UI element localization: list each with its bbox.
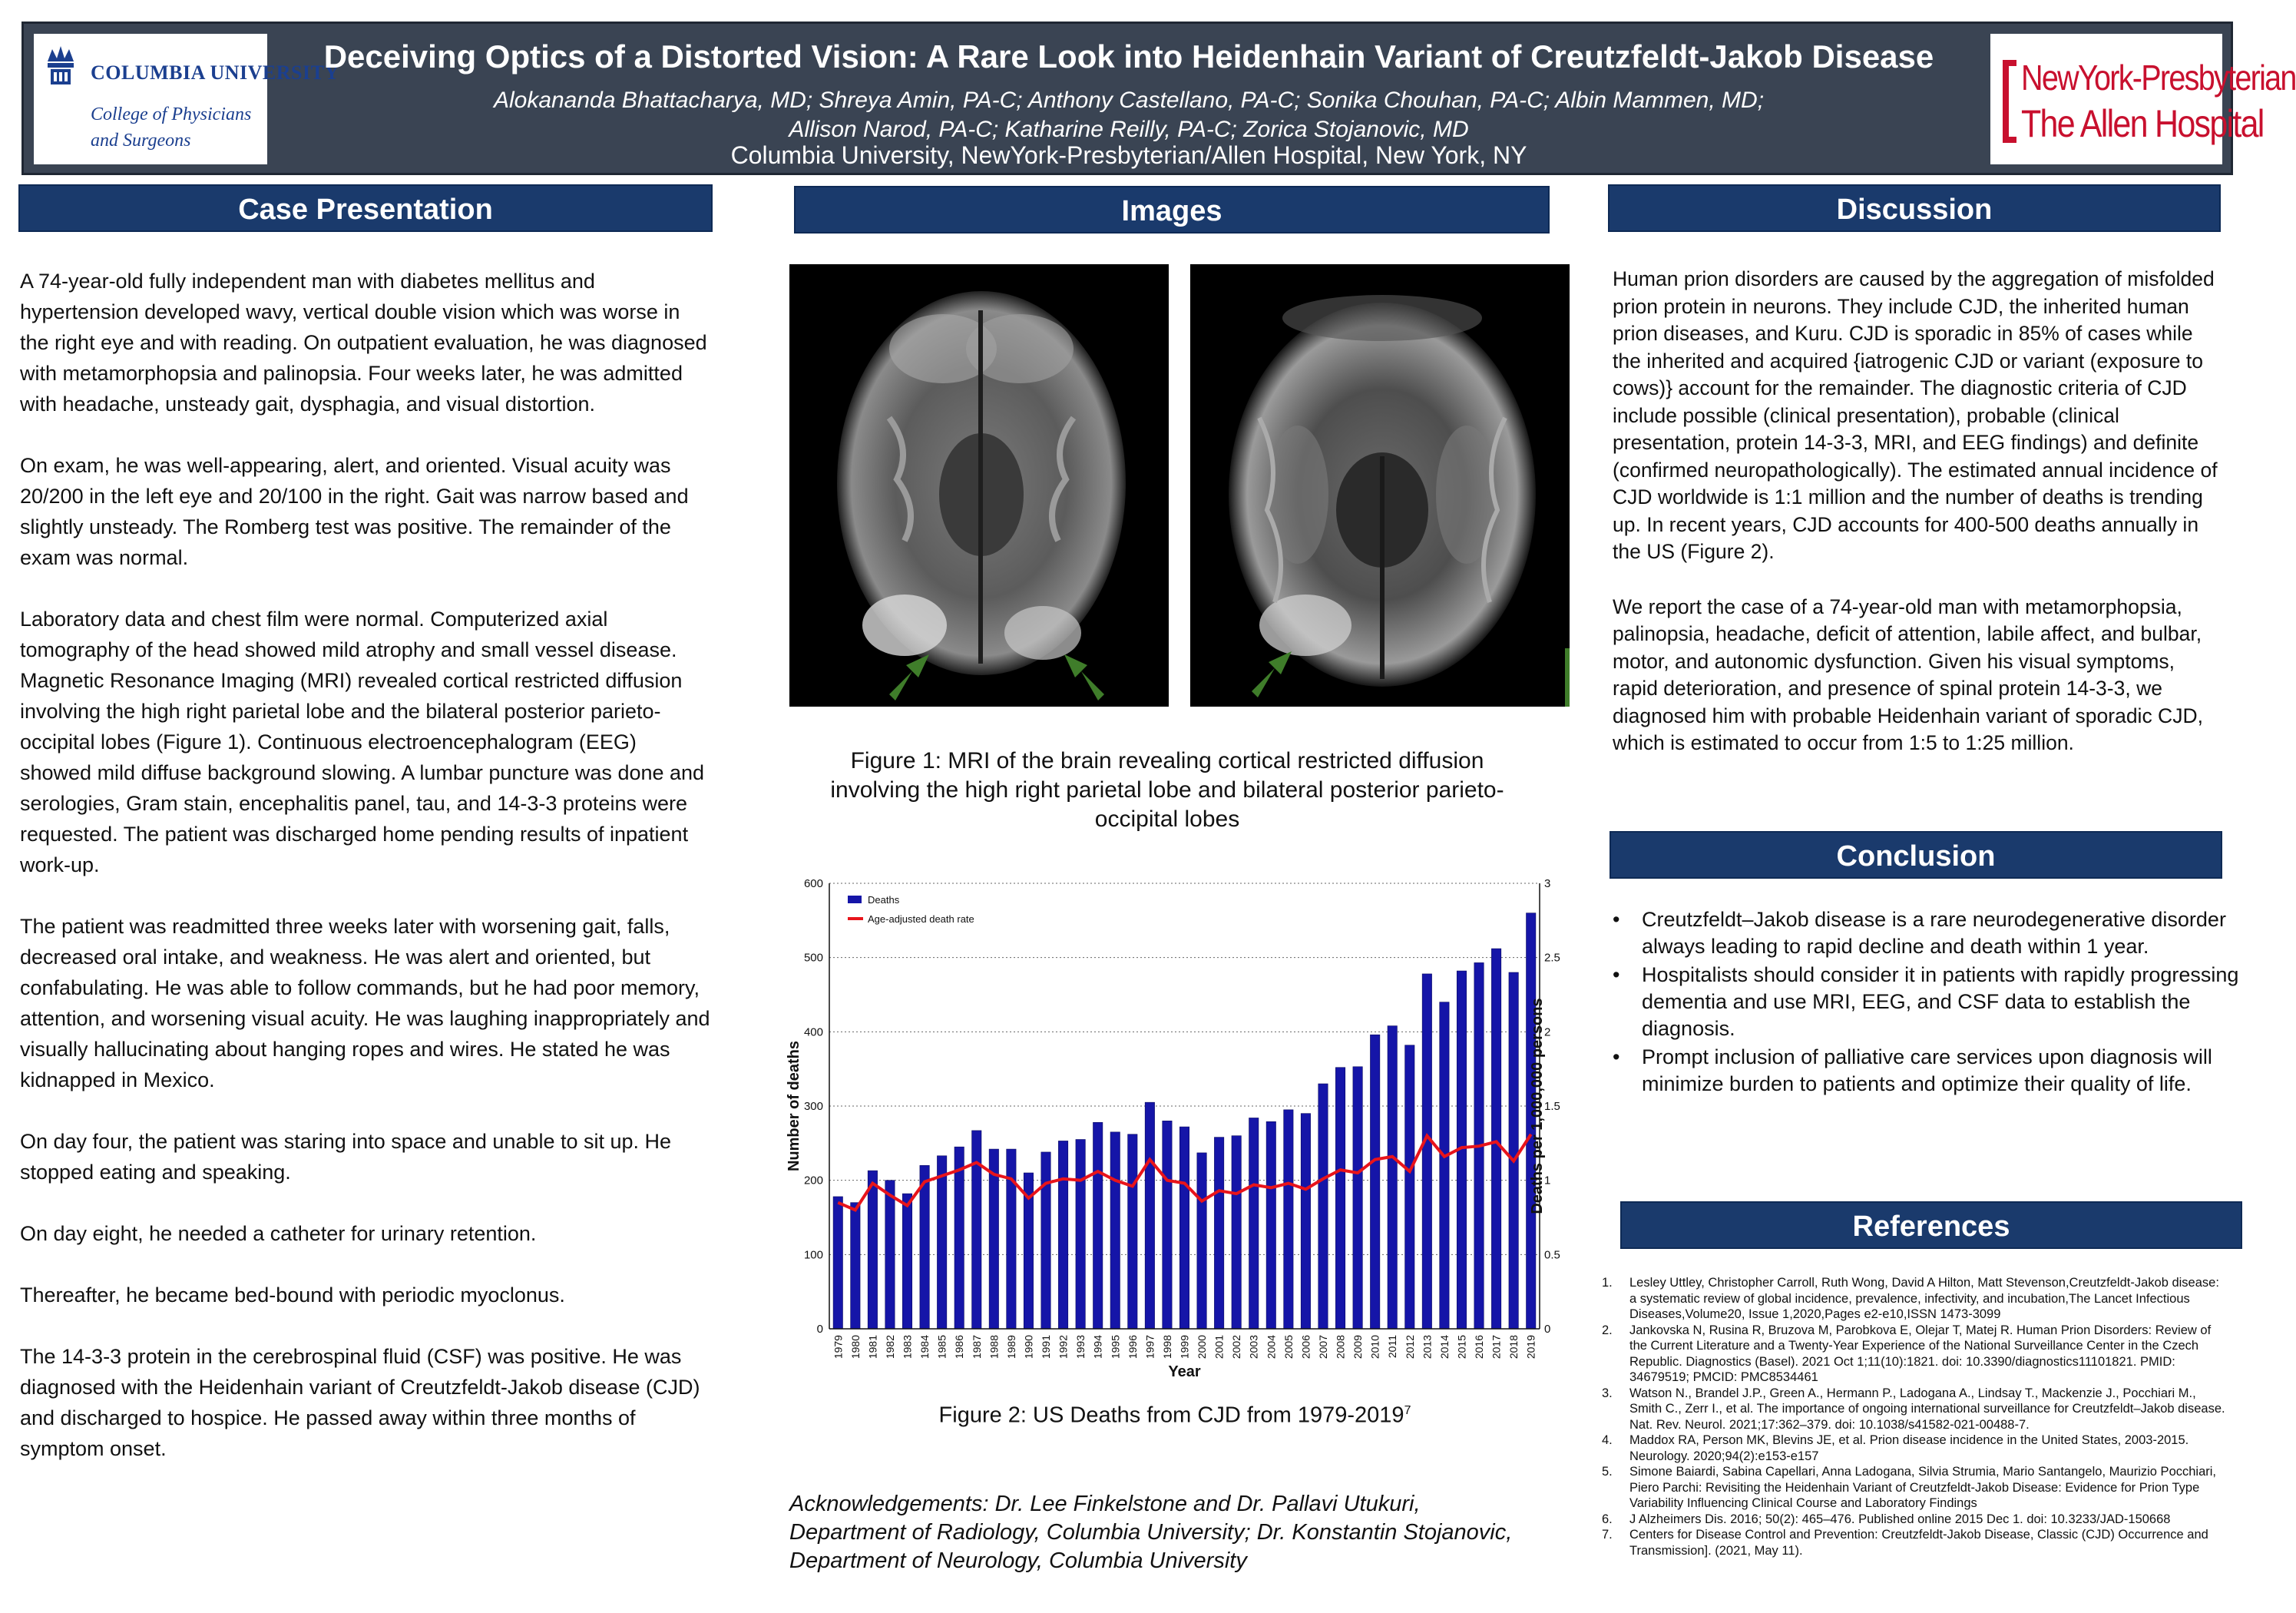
bar-2014	[1440, 1002, 1449, 1329]
bar-2009	[1353, 1067, 1362, 1329]
x-tick-label: 1988	[988, 1335, 1001, 1360]
x-tick-label: 1991	[1040, 1335, 1053, 1360]
acknowledgements: Acknowledgements: Dr. Lee Finkelstone and Dr. Pallavi Utukuri, Department of Radiology, Columbia University; Dr. Konstantin Stojanovic, Department of Neurology, Columbia University	[789, 1492, 1513, 1573]
conclusion-item: • Creutzfeldt–Jakob disease is a rare neurodegenerative disorder always leading to rapid decline and death within 1 year.	[1608, 906, 2239, 960]
bar-2018	[1509, 972, 1518, 1329]
legend-label-rate: Age-adjusted death rate	[868, 913, 974, 925]
x-tick-label: 2013	[1421, 1335, 1434, 1360]
figure1-caption: Figure 1: MRI of the brain revealing cortical restricted diffusion involving the high right parietal lobe and bilateral posterior parieto-occipital lobes	[830, 748, 1504, 832]
case-heading: Case Presentation	[18, 184, 713, 232]
bar-2006	[1301, 1114, 1310, 1329]
y-tick-label: 600	[803, 877, 823, 890]
x-tick-label: 1979	[832, 1335, 845, 1360]
bar-2017	[1491, 949, 1500, 1329]
bar-1993	[1076, 1140, 1085, 1330]
reference-number: 6.	[1602, 1512, 1613, 1526]
x-tick-label: 2018	[1507, 1335, 1520, 1360]
bar-2000	[1197, 1153, 1206, 1329]
y2-tick-label: 0.5	[1544, 1248, 1560, 1262]
conclusion-list	[1608, 906, 2239, 1099]
x-tick-label: 1990	[1022, 1335, 1035, 1360]
mri-image-right	[1190, 264, 1570, 707]
authors-line2: Allison Narod, PA-C; Katharine Reilly, PA-C; Zorica Stojanovic, MD	[789, 117, 1469, 142]
reference-number: 5.	[1602, 1465, 1613, 1479]
x-tick-label: 2016	[1473, 1335, 1486, 1360]
bar-2007	[1318, 1084, 1328, 1329]
reference-number: 1.	[1602, 1276, 1613, 1290]
x-tick-label: 2015	[1455, 1335, 1468, 1360]
discussion-body	[1613, 266, 2219, 757]
y-tick-label: 0	[816, 1323, 823, 1336]
mri-image-left	[789, 264, 1169, 707]
reference-item	[1597, 1512, 2227, 1528]
bar-1982	[885, 1181, 895, 1329]
bar-1989	[1007, 1149, 1016, 1329]
reference-number: 2.	[1602, 1323, 1613, 1337]
x-tick-label: 1982	[883, 1335, 896, 1360]
y-tick-label: 200	[803, 1174, 823, 1187]
bar-1986	[954, 1147, 964, 1329]
reference-text: Jankovska N, Rusina R, Bruzova M, Parobkova E, Olejar T, Matej R. Human Prion Disorders: Review of the Current Literature and a Twenty-Year Experience of the National Surveillance Center in the Czech Republic. Diagnostics (Basel). 2021 Oct 1;11(10):1821. doi: 10.3390/diagnostics11101821. PMID: 34679519; PMCID: PMC8534461	[1629, 1323, 2212, 1384]
x-tick-label: 2019	[1524, 1335, 1537, 1360]
nyp-line2: The Allen Hospital	[2021, 102, 2264, 145]
x-tick-label: 2000	[1196, 1335, 1209, 1360]
cjd-deaths-chart	[783, 860, 1560, 1390]
x-tick-label: 2002	[1230, 1335, 1243, 1360]
x-tick-label: 2010	[1368, 1335, 1381, 1360]
affiliation: Columbia University, NewYork-Presbyterian/Allen Hospital, New York, NY	[730, 141, 1527, 169]
x-tick-label: 1995	[1109, 1335, 1122, 1360]
mri-scan-left	[789, 264, 1169, 707]
x-tick-label: 2004	[1265, 1335, 1278, 1360]
bar-1991	[1041, 1152, 1050, 1329]
reference-number: 3.	[1602, 1386, 1613, 1400]
x-tick-label: 1993	[1074, 1335, 1087, 1360]
reference-text: Lesley Uttley, Christopher Carroll, Ruth Wong, David A Hilton, Matt Stevenson,Creutzfeldt-Jakob disease: a systematic review of global incidence, prevalence, infectivity, and incubation,The Lancet Infectious Diseases,Volume20, Issue 1,2020,Pages e2-e10,ISSN 1473-3099	[1629, 1276, 2219, 1321]
columbia-logo	[34, 34, 339, 164]
authors-line1: Alokananda Bhattacharya, MD; Shreya Amin, PA-C; Anthony Castellano, PA-C; Sonika Chouhan, PA-C; Albin Mammen, MD;	[493, 88, 1765, 113]
x-tick-label: 1989	[1004, 1335, 1017, 1360]
columbia-name: COLUMBIA UNIVERSITY	[91, 61, 339, 84]
x-tick-label: 2012	[1403, 1335, 1416, 1360]
figure2-ref: 7	[1404, 1404, 1411, 1417]
figure2-caption	[845, 1396, 1505, 1430]
bar-2012	[1405, 1045, 1414, 1329]
x-tick-label: 2005	[1282, 1335, 1295, 1360]
x-tick-label: 1994	[1091, 1335, 1104, 1360]
reference-number: 4.	[1602, 1433, 1613, 1447]
y-axis-title: Number of deaths	[786, 1040, 802, 1172]
x-tick-label: 1983	[901, 1335, 914, 1360]
discussion-paragraph: Human prion disorders are caused by the aggregation of misfolded prion protein in neurons. They include CJD, the inherited human prion diseases, and Kuru. CJD is sporadic in 85% of cases while the inherited and acquired {iatrogenic CJD or variant (exposure to cows)} account for the remainder. The diagnostic criteria of CJD include possible (clinical presentation), probable (clinical presentation, protein 14-3-3, MRI, and EEG findings) and definite (confirmed neuropathologically). The estimated annual incidence of CJD worldwide is 1:1 million and the number of deaths is trending up. In recent years, CJD accounts for 400-500 deaths annually in the US (Figure 2).	[1613, 267, 2218, 563]
reference-text: Watson N., Brandel J.P., Green A., Hermann P., Ladogana A., Lindsay T., Mackenzie J., Pocchiari M., Smith C., Zerr I., et al. The importance of ongoing international surveillance for Creutzfeldt–Jakob disease. Nat. Rev. Neurol. 2021;17:362–379. doi: 10.1038/s41582-021-00488-7.	[1629, 1386, 2225, 1432]
x-tick-label: 2014	[1437, 1335, 1451, 1360]
case-paragraph: The patient was readmitted three weeks later with worsening gait, falls, decreased oral intake, and weakness. He was alert and oriented, but confabulating. He was able to follow commands, but he had poor memory, attention, and worsening visual acuity. He was laughing inappropriately and visually hallucinating about hanging ropes and wires. He stated he was kidnapped in Mexico.	[20, 915, 710, 1091]
nyp-logo	[1990, 34, 2296, 164]
legend-swatch-deaths	[848, 896, 862, 903]
figure2-caption-text: Figure 2: US Deaths from CJD from 1979-2019	[938, 1403, 1404, 1428]
case-paragraph: The 14-3-3 protein in the cerebrospinal fluid (CSF) was positive. He was diagnosed with the Heidenhain variant of Creutzfeldt-Jakob disease (CJD) and discharged to hospice. He passed away within three months of symptom onset.	[20, 1345, 700, 1460]
x-tick-label: 1981	[866, 1335, 879, 1360]
case-paragraph: On exam, he was well-appearing, alert, and oriented. Visual acuity was 20/200 in the left eye and 20/100 in the right. Gait was narrow based and slightly unsteady. The Romberg test was positive. The remainder of the exam was normal.	[20, 454, 689, 569]
bar-1983	[902, 1194, 911, 1329]
bar-2013	[1422, 974, 1431, 1329]
bar-1996	[1128, 1134, 1137, 1329]
legend-label-deaths: Deaths	[868, 894, 900, 906]
bar-1999	[1179, 1127, 1189, 1329]
reference-item	[1597, 1527, 2227, 1558]
case-paragraph: On day four, the patient was staring into space and unable to sit up. He stopped eating and speaking.	[20, 1130, 672, 1184]
case-paragraph: A 74-year-old fully independent man with diabetes mellitus and hypertension developed wavy, vertical double vision which was worse in the right eye and with reading. On outpatient evaluation, he was diagnosed with metamorphopsia and palinopsia. Four weeks later, he was admitted with headache, unsteady gait, dysphagia, and visual distortion.	[20, 270, 707, 416]
y2-tick-label: 2.5	[1544, 951, 1560, 965]
reference-text: Maddox RA, Person MK, Blevins JE, et al. Prion disease incidence in the United States, 2003-2015. Neurology. 2020;94(2):e153-e157	[1629, 1433, 2189, 1463]
bar-1995	[1110, 1132, 1120, 1329]
bar-1979	[833, 1197, 842, 1329]
bar-1984	[920, 1165, 929, 1329]
references-heading: References	[1620, 1201, 2242, 1249]
case-body	[20, 266, 711, 1495]
discussion-heading: Discussion	[1608, 184, 2221, 232]
reference-item	[1597, 1464, 2227, 1512]
references-list	[1597, 1275, 2227, 1558]
x-tick-label: 1985	[935, 1335, 948, 1360]
bar-1997	[1145, 1102, 1154, 1329]
reference-item	[1597, 1432, 2227, 1464]
x-tick-label: 2008	[1334, 1335, 1347, 1360]
bar-1994	[1093, 1122, 1102, 1329]
x-tick-label: 2006	[1299, 1335, 1312, 1360]
x-tick-label: 1998	[1160, 1335, 1173, 1360]
case-paragraph: On day eight, he needed a catheter for urinary retention.	[20, 1222, 537, 1245]
bar-2005	[1284, 1110, 1293, 1329]
reference-number: 7.	[1602, 1528, 1613, 1542]
reference-item	[1597, 1275, 2227, 1323]
case-paragraph: Laboratory data and chest film were normal. Computerized axial tomography of the head showed mild atrophy and small vessel disease. Magnetic Resonance Imaging (MRI) revealed cortical restricted diffusion involving the high right parietal lobe and the bilateral posterior parieto-occipital lobes (Figure 1). Continuous electroencephalogram (EEG) showed mild diffuse background slowing. A lumbar puncture was done and serologies, Gram stain, encephalitis panel, tau, and 14-3-3 proteins were requested. The patient was discharged home pending results of inpatient work-up.	[20, 608, 705, 876]
y-tick-label: 100	[803, 1248, 823, 1262]
nyp-line1: NewYork-Presbyterian	[2021, 58, 2296, 98]
conclusion-item: • Hospitalists should consider it in patients with rapidly progressing dementia and use MRI, EEG, and CSF data to establish the diagnosis.	[1608, 962, 2239, 1042]
reference-text: Simone Baiardi, Sabina Capellari, Anna Ladogana, Silvia Strumia, Mario Santangelo, Maurizio Pocchiari, Piero Parchi: Revisiting the Heidenhain Variant of Creutzfeldt-Jakob Disease: Evidence for Prion Type Variability Influencing Clinical Course and Laboratory Findings	[1629, 1465, 2217, 1510]
y2-axis-title: Deaths per 1,000,000 persons	[1529, 998, 1546, 1214]
x-tick-label: 2011	[1386, 1335, 1399, 1359]
nyp-bracket-icon	[2003, 60, 2016, 143]
bar-1992	[1058, 1141, 1067, 1329]
conclusion-item: • Prompt inclusion of palliative care services upon diagnosis will minimize burden to patients and optimize their quality of life.	[1608, 1044, 2239, 1098]
crown-icon	[45, 45, 77, 88]
authors	[276, 86, 1981, 144]
bar-2002	[1232, 1136, 1241, 1329]
bar-2010	[1370, 1035, 1379, 1329]
x-tick-label: 1986	[953, 1335, 966, 1360]
reference-item	[1597, 1386, 2227, 1433]
bar-1987	[972, 1131, 981, 1329]
y2-tick-label: 2	[1544, 1025, 1551, 1039]
college-line2: and Surgeons	[91, 131, 191, 151]
y-tick-label: 500	[803, 951, 823, 965]
x-tick-label: 2017	[1490, 1335, 1503, 1360]
college-line1: College of Physicians	[91, 104, 252, 124]
case-paragraph: Thereafter, he became bed-bound with periodic myoclonus.	[20, 1283, 565, 1307]
x-tick-label: 1980	[849, 1335, 862, 1360]
bar-1985	[937, 1156, 946, 1329]
arrow-icon	[1058, 648, 1112, 702]
bar-2011	[1388, 1026, 1397, 1329]
y-tick-label: 400	[803, 1025, 823, 1039]
x-tick-label: 2003	[1247, 1335, 1260, 1360]
y2-tick-label: 1.5	[1544, 1100, 1560, 1113]
bar-1981	[868, 1171, 877, 1329]
x-tick-label: 1984	[918, 1335, 931, 1360]
x-tick-label: 1996	[1126, 1335, 1139, 1360]
reference-text: J Alzheimers Dis. 2016; 50(2): 465–476. Published online 2015 Dec 1. doi: 10.3233/JAD-150668	[1629, 1512, 2171, 1526]
x-tick-label: 1987	[970, 1335, 983, 1360]
discussion-paragraph: We report the case of a 74-year-old man with metamorphopsia, palinopsia, headache, deficit of attention, labile affect, and bulbar, motor, and autonomic dysfunction. Given his visual symptoms, rapid deterioration, and presence of spinal protein 14-3-3, we diagnosed him with probable Heidenhain variant of sporadic CJD, which is estimated to occur from 1:5 to 1:25 million.	[1613, 595, 2203, 754]
x-tick-label: 1997	[1143, 1335, 1156, 1360]
reference-text: Centers for Disease Control and Prevention: Creutzfeldt-Jakob Disease, Classic (CJD) Occurrence and Transmission]. (2021, May 11).	[1629, 1528, 2208, 1558]
bar-2003	[1249, 1118, 1259, 1329]
bar-2001	[1214, 1138, 1223, 1329]
conclusion-heading: Conclusion	[1610, 831, 2222, 879]
x-tick-label: 2007	[1316, 1335, 1329, 1360]
bar-2004	[1266, 1121, 1275, 1329]
x-tick-label: 1992	[1057, 1335, 1070, 1360]
y2-tick-label: 0	[1544, 1323, 1551, 1336]
y-tick-label: 300	[803, 1100, 823, 1113]
reference-item	[1597, 1323, 2227, 1386]
poster-title: Deceiving Optics of a Distorted Vision: A Rare Look into Heidenhain Variant of Creutzfeldt-Jakob Disease	[323, 38, 1934, 75]
bar-1998	[1163, 1121, 1172, 1329]
x-tick-label: 1999	[1178, 1335, 1191, 1360]
arrow-icon	[882, 648, 935, 702]
bar-2008	[1335, 1068, 1345, 1329]
x-tick-label: 2009	[1351, 1335, 1365, 1360]
x-tick-label: 2001	[1213, 1335, 1226, 1360]
x-axis-title: Year	[1168, 1363, 1201, 1380]
arrow-icon	[1244, 645, 1298, 699]
images-heading: Images	[794, 186, 1550, 234]
y2-tick-label: 1	[1544, 1174, 1551, 1187]
bar-1980	[851, 1203, 860, 1329]
mri-scan-right	[1190, 264, 1570, 707]
y2-tick-label: 3	[1544, 877, 1551, 890]
